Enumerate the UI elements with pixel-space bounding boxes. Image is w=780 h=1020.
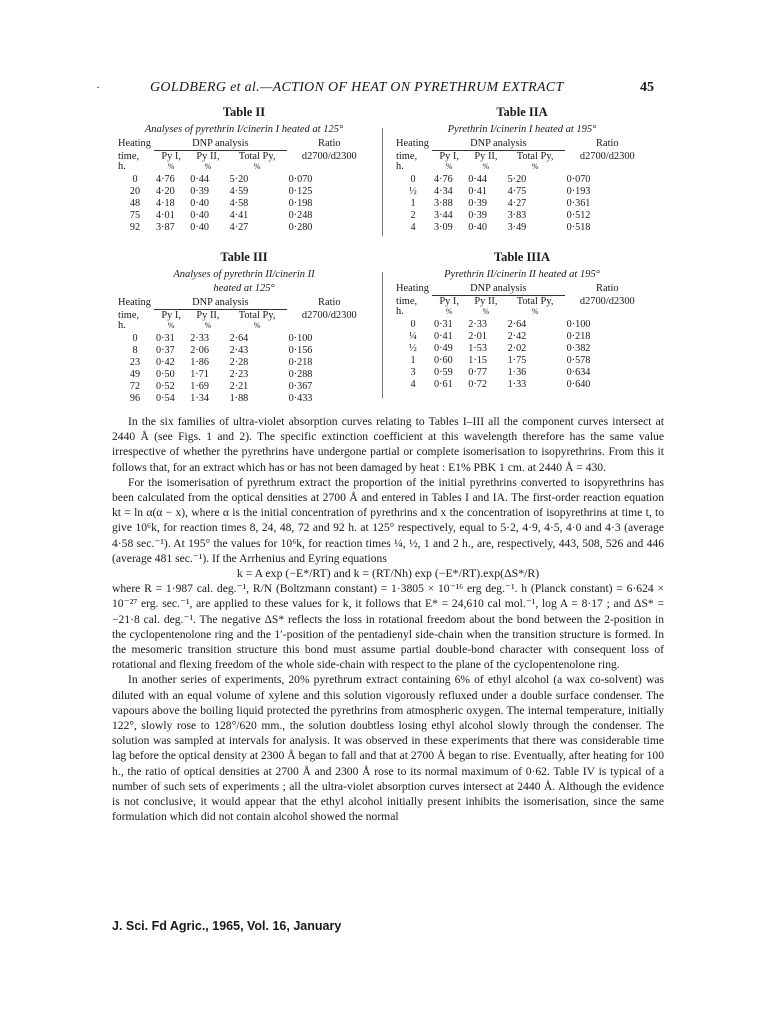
- column-header: Ratio: [596, 283, 619, 294]
- table-caption: Pyrethrin I/cinerin I heated at 195°: [447, 124, 597, 135]
- table-row: [116, 174, 372, 186]
- table-row: [116, 357, 372, 369]
- data-table: [394, 138, 650, 234]
- table-cell: 2·33: [468, 319, 487, 330]
- table-cell: 0·77: [468, 367, 487, 378]
- table-cell: 0·31: [434, 319, 453, 330]
- table-row: [116, 381, 372, 393]
- table-cell: 0·382: [566, 343, 591, 354]
- table-cell: 0·40: [190, 222, 209, 233]
- table-cell: 0·54: [156, 393, 175, 404]
- table-cell: 0·52: [156, 381, 175, 392]
- table-cell: 0·578: [566, 355, 591, 366]
- column-header: Total Py,: [516, 296, 554, 307]
- table-cell: 49: [129, 369, 141, 380]
- table-cell: 4: [410, 379, 416, 390]
- table-cell: 4·20: [156, 186, 175, 197]
- table-cell: ½: [409, 186, 417, 197]
- table-cell: 0·59: [434, 367, 453, 378]
- table-cell: 4·76: [156, 174, 175, 185]
- column-header: DNP analysis: [432, 138, 565, 151]
- table-cell: 0·39: [468, 198, 487, 209]
- table-cell: 0·44: [468, 174, 487, 185]
- column-header: Heating: [118, 297, 151, 308]
- column-header: Py I,: [439, 296, 459, 307]
- table-row: [394, 222, 650, 234]
- page-number: 45: [640, 80, 654, 95]
- table-cell: 0·640: [566, 379, 591, 390]
- unit-label: %: [253, 162, 261, 171]
- unit-label: %: [445, 162, 453, 171]
- table-row: [116, 369, 372, 381]
- table-cell: 2·06: [190, 345, 209, 356]
- table-cell: 0·41: [468, 186, 487, 197]
- table-cell: 0·361: [566, 198, 591, 209]
- table-cell: 75: [129, 210, 141, 221]
- table-cell: 2·21: [229, 381, 249, 392]
- table-cell: 0·60: [434, 355, 453, 366]
- table-caption: Pyrethrin II/cinerin II heated at 195°: [444, 269, 600, 280]
- table-cell: 2·02: [507, 343, 527, 354]
- table-cell: 0·634: [566, 367, 591, 378]
- table-cell: 0·280: [288, 222, 313, 233]
- table-cell: 0·50: [156, 369, 175, 380]
- table-cell: 0: [410, 174, 416, 185]
- column-header: d2700/d2300: [579, 150, 635, 162]
- column-header: Py II,: [196, 310, 220, 321]
- column-header: DNP analysis: [154, 297, 287, 310]
- table-ii: [116, 106, 372, 234]
- unit-label: %: [167, 321, 175, 330]
- table-cell: 1·33: [507, 379, 527, 390]
- table-cell: 3·88: [434, 198, 453, 209]
- column-header: Ratio: [318, 138, 341, 149]
- table-cell: 0·288: [288, 369, 313, 380]
- table-row: [394, 379, 650, 391]
- table-row: [116, 210, 372, 222]
- table-row: [394, 319, 650, 331]
- unit-label: %: [531, 307, 539, 316]
- table-cell: 2·01: [468, 331, 487, 342]
- table-cell: 0·248: [288, 210, 313, 221]
- column-header: time,: [396, 295, 418, 307]
- table-cell: 0·218: [288, 357, 313, 368]
- table-cell: 0·125: [288, 186, 313, 197]
- table-cell: 1·34: [190, 393, 209, 404]
- table-title: Table II: [222, 105, 266, 119]
- table-cell: 23: [129, 357, 141, 368]
- table-row: [116, 345, 372, 357]
- paragraph: For the isomerisation of pyrethrum extract the proportion of the initial pyrethrins converted to isopyrethrins has been calculated from the optical densities at 2700 Å and entered in Tables I and IA. The first-order reaction equation kt = ln α(α − x), where α is the initial concentration of pyrethrins and x the concentration of isopyrethrins at time t, to give 10⁶k, for reaction times 8, 24, 48, 72 and 92 h. at 125° respectively, equal to 5·2, 4·9, 4·5, 4·0 and 4·3 (average 4·58 sec.⁻¹). At 195° the values for 10⁶k, for reaction times ¼, ½, 1 and 2 h., are, respectively, 443, 508, 526 and 446 (average 481 sec.⁻¹). If the Arrhenius and Eyring equations: [112, 475, 664, 565]
- table-cell: 4·59: [229, 186, 249, 197]
- data-table: [116, 138, 372, 234]
- table-cell: 0·37: [156, 345, 175, 356]
- table-cell: ½: [409, 343, 417, 354]
- table-cell: 1·15: [468, 355, 487, 366]
- table-row: [116, 393, 372, 405]
- table-cell: 0·44: [190, 174, 209, 185]
- unit-label: %: [482, 162, 490, 171]
- table-caption: Analyses of pyrethrin I/cinerin I heated at 125°: [144, 124, 344, 135]
- table-cell: 2·43: [229, 345, 249, 356]
- table-cell: 0·193: [566, 186, 591, 197]
- journal-citation: J. Sci. Fd Agric., 1965, Vol. 16, January: [112, 919, 342, 933]
- column-header: d2700/d2300: [301, 150, 357, 162]
- paragraph: In the six families of ultra-violet absorption curves relating to Tables I–III all the component curves intersect at 2440 Å (see Figs. 1 and 2). The specific extinction coefficient at this wavelength therefore has the same value irrespective of whether the pyrethrins have undergone partial or complete isomerisation to isopyrethrins. From this it follows that, for an extract which has or has not been damaged by heat : E1% PBK 1 cm. at 2440 Å = 430.: [112, 415, 664, 474]
- table-cell: 0·49: [434, 343, 453, 354]
- column-header: Heating: [118, 138, 151, 149]
- table-row: [116, 222, 372, 234]
- column-header: Total Py,: [238, 151, 276, 162]
- table-cell: 0·39: [468, 210, 487, 221]
- column-header: time,: [396, 150, 418, 162]
- table-title: Table IIA: [496, 105, 548, 119]
- table-cell: 0·070: [288, 174, 313, 185]
- data-table: [116, 297, 372, 405]
- table-cell: 4·41: [229, 210, 249, 221]
- table-row: [394, 210, 650, 222]
- table-cell: 4·27: [229, 222, 249, 233]
- paragraph: where R = 1·987 cal. deg.⁻¹, R/N (Boltzmann constant) = 1·3805 × 10⁻¹⁶ erg deg.⁻¹. h (Planck constant) = 6·624 × 10⁻²⁷ erg. sec.⁻¹, are applied to these values for k, it follows that E* = 24,610 cal mol.⁻¹, log A = 8·17 ; and ΔS* = −21·8 cal. deg.⁻¹. The negative ΔS* reflects the loss in rotational freedom about the bond between the 2-position in the cyclopentenolone ring and the 1′-position of the pentadienyl side-chain when the transition structure is formed. In the mesomeric transition structure this bond must assume partial double-bond character with consequent loss of rotational and flexing freedom of the whole side-chain with respect to the plane of the cyclopentenolone ring.: [112, 582, 664, 672]
- table-cell: 0·39: [190, 186, 209, 197]
- unit-label: %: [253, 321, 261, 330]
- running-title: GOLDBERG et al.—ACTION OF HEAT ON PYRETHRUM EXTRACT: [150, 80, 564, 95]
- unit-label: %: [204, 321, 212, 330]
- table-row: [394, 367, 650, 379]
- unit-label: %: [445, 307, 453, 316]
- table-row: [394, 186, 650, 198]
- unit-label: %: [531, 162, 539, 171]
- column-header: time,: [118, 309, 140, 321]
- table-cell: 0·40: [190, 210, 209, 221]
- table-cell: 2·33: [190, 333, 209, 344]
- table-cell: 1: [410, 198, 416, 209]
- table-cell: 0·100: [566, 319, 591, 330]
- table-cell: 1·71: [190, 369, 209, 380]
- paragraph: In another series of experiments, 20% pyrethrum extract containing 6% of ethyl alcohol (a wax co-solvent) was diluted with an equal volume of xylene and this solution vigorously refluxed under a double surface condenser. The vapours above the boiling liquid protected the pyrethrins from atmospheric oxygen. The internal temperature, initially 122°, slowly rose to 128°/620 mm., the solution doubtless losing ethyl alcohol slowly through the condenser. The solution was sampled at intervals for analysis. It was observed in these experiments that there was considerable time lag before the optical density at 2300 Å began to fall and that at 2700 Å began to rise. Eventually, after heating for 100 h., the ratio of optical densities at 2700 Å and 2300 Å rose to its normal maximum of 0·62. Table IV is typical of a number of such sets of experiments ; all the ultra-violet absorption curves intersect at 2440 Å. Although the evidence is not conclusive, it would appear that the ethyl alcohol initially present inhibits the isomerisation, since the same formulation which did not contain alcohol showed the normal: [112, 673, 664, 824]
- table-cell: 1·75: [507, 355, 527, 366]
- table-cell: 0·156: [288, 345, 313, 356]
- unit-label: h.: [396, 306, 404, 317]
- table-cell: 3·83: [507, 210, 527, 221]
- table-cell: 2·42: [507, 331, 527, 342]
- table-cell: 92: [129, 222, 141, 233]
- table-cell: 0: [410, 319, 416, 330]
- table-cell: 0·518: [566, 222, 591, 233]
- table-cell: 4·18: [156, 198, 175, 209]
- table-cell: 5·20: [507, 174, 527, 185]
- table-cell: 0·070: [566, 174, 591, 185]
- unit-label: %: [482, 307, 490, 316]
- table-row: [394, 331, 650, 343]
- data-table: [394, 283, 650, 391]
- table-cell: 3·87: [156, 222, 175, 233]
- table-cell: 0·31: [156, 333, 175, 344]
- column-header: d2700/d2300: [301, 309, 357, 321]
- column-header: Heating: [396, 283, 429, 294]
- table-cell: 4·75: [507, 186, 527, 197]
- table-cell: 0: [132, 174, 138, 185]
- table-cell: 1·86: [190, 357, 209, 368]
- column-header: DNP analysis: [154, 138, 287, 151]
- table-cell: 1·53: [468, 343, 487, 354]
- table-iia: [394, 106, 650, 234]
- table-cell: 1·36: [507, 367, 527, 378]
- table-cell: 0·198: [288, 198, 313, 209]
- column-header: Total Py,: [516, 151, 554, 162]
- table-cell: 4·27: [507, 198, 527, 209]
- table-cell: 4·58: [229, 198, 249, 209]
- table-row: [394, 355, 650, 367]
- table-cell: 8: [132, 345, 138, 356]
- table-cell: 2·64: [507, 319, 527, 330]
- table-cell: 72: [129, 381, 141, 392]
- column-divider: [382, 128, 383, 236]
- column-header: Py II,: [474, 296, 498, 307]
- column-header: Py II,: [196, 151, 220, 162]
- column-header: Total Py,: [238, 310, 276, 321]
- table-caption: Analyses of pyrethrin II/cinerin II: [173, 269, 315, 280]
- table-cell: 1·69: [190, 381, 209, 392]
- table-cell: 20: [129, 186, 141, 197]
- table-cell: 0·72: [468, 379, 487, 390]
- table-row: [394, 198, 650, 210]
- column-divider: [382, 272, 383, 398]
- column-header: Ratio: [596, 138, 619, 149]
- column-header: DNP analysis: [432, 283, 565, 296]
- table-cell: 4·76: [434, 174, 453, 185]
- column-header: Heating: [396, 138, 429, 149]
- table-cell: 3: [410, 367, 416, 378]
- table-row: [116, 333, 372, 345]
- table-cell: 0·367: [288, 381, 313, 392]
- table-cell: 3·09: [434, 222, 453, 233]
- margin-dot: ·: [96, 80, 100, 94]
- table-row: [394, 174, 650, 186]
- table-cell: 48: [129, 198, 141, 209]
- table-row: [116, 198, 372, 210]
- table-cell: 4·01: [156, 210, 175, 221]
- table-cell: 0·41: [434, 331, 453, 342]
- table-cell: 0: [132, 333, 138, 344]
- table-title: Table IIIA: [493, 250, 551, 264]
- table-cell: 5·20: [229, 174, 249, 185]
- table-cell: 0·218: [566, 331, 591, 342]
- table-cell: 1·88: [229, 393, 249, 404]
- column-header: Py I,: [161, 310, 181, 321]
- table-cell: 0·61: [434, 379, 453, 390]
- table-cell: 0·42: [156, 357, 175, 368]
- column-header: Py I,: [161, 151, 181, 162]
- unit-label: h.: [118, 161, 126, 172]
- table-row: [116, 186, 372, 198]
- equation: k = A exp (−E*/RT) and k = (RT/Nh) exp (−E*/RT).exp(ΔS*/R): [236, 566, 540, 581]
- table-cell: 96: [129, 393, 141, 404]
- table-cell: 2·23: [229, 369, 249, 380]
- table-iii: [116, 251, 372, 405]
- table-iiia: [394, 251, 650, 391]
- table-cell: 3·44: [434, 210, 453, 221]
- table-cell: 0·40: [190, 198, 209, 209]
- table-row: [394, 343, 650, 355]
- table-cell: 0·40: [468, 222, 487, 233]
- column-header: time,: [118, 150, 140, 162]
- table-cell: 4·34: [434, 186, 453, 197]
- unit-label: h.: [396, 161, 404, 172]
- column-header: Ratio: [318, 297, 341, 308]
- table-cell: 2·64: [229, 333, 249, 344]
- table-caption: heated at 125°: [213, 283, 275, 294]
- column-header: d2700/d2300: [579, 295, 635, 307]
- table-title: Table III: [220, 250, 268, 264]
- table-cell: 2·28: [229, 357, 249, 368]
- table-cell: ¼: [409, 331, 417, 342]
- table-cell: 2: [410, 210, 416, 221]
- table-cell: 0·100: [288, 333, 313, 344]
- table-cell: 0·433: [288, 393, 313, 404]
- unit-label: h.: [118, 320, 126, 331]
- column-header: Py I,: [439, 151, 459, 162]
- body-text: [112, 414, 664, 824]
- table-cell: 1: [410, 355, 416, 366]
- table-cell: 4: [410, 222, 416, 233]
- unit-label: %: [167, 162, 175, 171]
- unit-label: %: [204, 162, 212, 171]
- column-header: Py II,: [474, 151, 498, 162]
- table-cell: 3·49: [507, 222, 527, 233]
- table-cell: 0·512: [566, 210, 591, 221]
